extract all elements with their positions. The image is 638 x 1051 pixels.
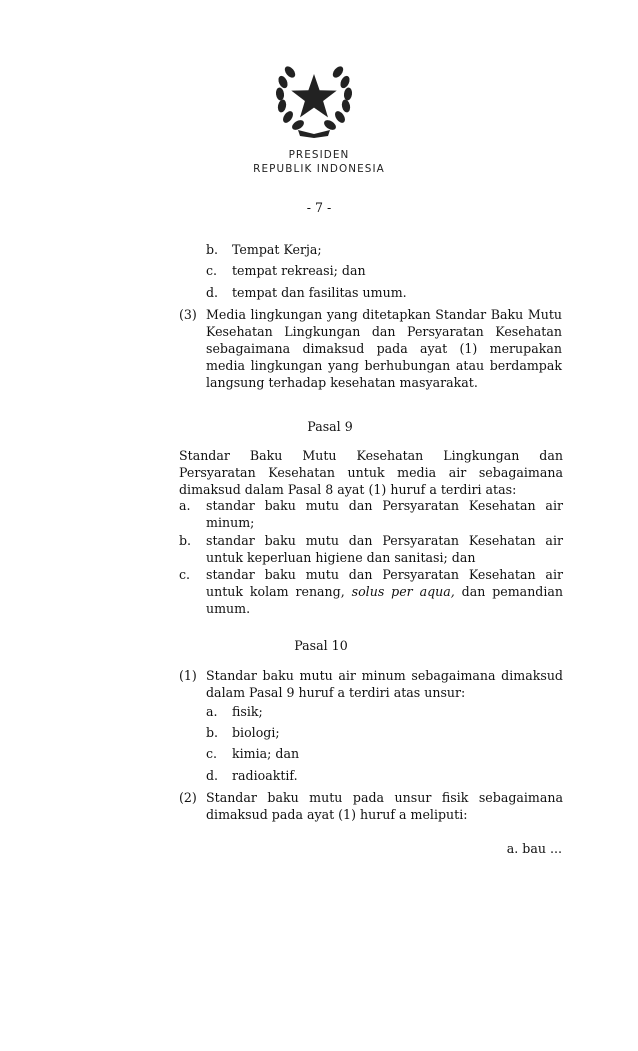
- list-marker: d.: [206, 285, 219, 300]
- list-item-text: standar baku mutu dan Persyaratan Kesehatan air untuk kolam renang,: [206, 567, 563, 599]
- italic-term: solus per aqua,: [351, 584, 455, 599]
- list-item: Tempat Kerja;: [232, 242, 322, 257]
- list-item: standar baku mutu dan Persyaratan Kesehatan air minum;: [206, 498, 563, 530]
- article-title: Pasal 10: [294, 638, 348, 653]
- header-presiden: PRESIDEN: [288, 149, 350, 161]
- paragraph-text: Media lingkungan yang ditetapkan Standar Baku Mutu Kesehatan Lingkungan dan Persyaratan Kesehatan sebagaimana dimaksud pada ayat (1) merupakan media lingkungan yang berhubungan atau berdampak langsung terhadap kesehatan masyarakat.: [206, 307, 562, 390]
- list-marker: b.: [179, 533, 192, 548]
- list-item-text: dan pemandian umum.: [206, 584, 564, 616]
- header-republik-indonesia: REPUBLIK INDONESIA: [253, 163, 385, 175]
- list-marker: d.: [206, 768, 219, 783]
- list-item: kimia; dan: [232, 746, 300, 761]
- list-item: radioaktif.: [232, 768, 298, 783]
- list-marker: a.: [179, 498, 191, 513]
- paragraph-number: (3): [179, 307, 197, 322]
- list-marker: a.: [206, 704, 218, 719]
- list-item: tempat dan fasilitas umum.: [232, 285, 407, 300]
- page-number: - 7 -: [306, 200, 332, 215]
- paragraph-text: Standar baku mutu air minum sebagaimana dimaksud dalam Pasal 9 huruf a terdiri atas unsur:: [206, 668, 563, 700]
- list-item: [206, 566, 563, 617]
- list-marker: c.: [179, 567, 191, 582]
- paragraph-number: (1): [179, 668, 197, 683]
- article-title: Pasal 9: [307, 419, 353, 434]
- paragraph-text: Standar baku mutu pada unsur fisik sebagaimana dimaksud pada ayat (1) huruf a meliputi:: [206, 790, 563, 822]
- article-intro: Standar Baku Mutu Kesehatan Lingkungan dan Persyaratan Kesehatan untuk media air sebagaimana dimaksud dalam Pasal 8 ayat (1) huruf a terdiri atas:: [179, 448, 563, 497]
- paragraph-number: (2): [179, 790, 197, 805]
- list-item: tempat rekreasi; dan: [232, 263, 366, 278]
- list-marker: b.: [206, 725, 219, 740]
- list-item: fisik;: [232, 704, 263, 719]
- presidential-emblem-icon: [268, 54, 360, 138]
- list-item: standar baku mutu dan Persyaratan Kesehatan air untuk keperluan higiene dan sanitasi; dan: [206, 533, 563, 565]
- list-item: biologi;: [232, 725, 280, 740]
- list-marker: c.: [206, 746, 218, 761]
- list-marker: b.: [206, 242, 219, 257]
- list-marker: c.: [206, 263, 218, 278]
- continuation-text: a. bau ...: [506, 841, 562, 856]
